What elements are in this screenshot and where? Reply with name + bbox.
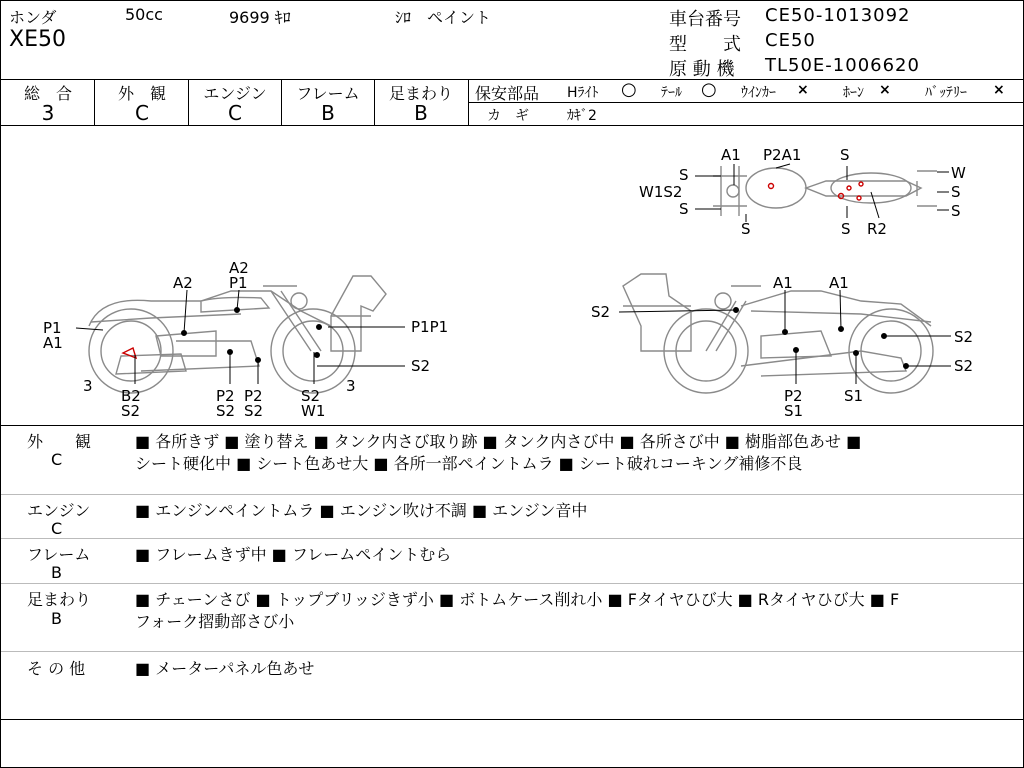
grade-overall-value: 3 [41, 101, 55, 125]
grade-exterior-value: C [135, 101, 149, 125]
mileage: 9699 ｷﾛ [229, 8, 291, 27]
diagram-label: A2 [229, 259, 249, 277]
remark-frame-grade: B [51, 563, 62, 582]
key-label: カ ギ [487, 108, 529, 124]
diagram-label: 3 [83, 377, 93, 395]
safety-winker-mark: × [797, 82, 809, 98]
remark-engine-label: エンジン [27, 501, 91, 520]
remark-exterior-line1: ■ 各所きず ■ 塗り替え ■ タンク内さび取り跡 ■ タンク内さび中 ■ 各所さび中 ■ 樹脂部色あせ ■ [135, 432, 862, 451]
diagram-label: S2 [244, 402, 264, 420]
diagram-label: P2A1 [763, 146, 802, 164]
diagram-label: 3 [346, 377, 356, 395]
safety-tail: ﾃｰﾙ [661, 85, 682, 101]
grade-suspension-label: 足まわり [388, 84, 453, 103]
diagram-label: S2 [591, 303, 611, 321]
color: ｼﾛ ペイント [395, 8, 492, 27]
grade-suspension-value: B [414, 101, 428, 125]
diagram-label: R2 [867, 220, 887, 238]
safety-tail-mark: ○ [701, 79, 717, 100]
grade-frame-label: フレーム [296, 84, 360, 103]
frame-no-label: 車台番号 [669, 9, 741, 30]
remark-engine-line1: ■ エンジンペイントムラ ■ エンジン吹け不調 ■ エンジン音中 [135, 501, 588, 520]
divider [1, 79, 1023, 80]
top-view-outline [713, 166, 937, 216]
frame-no: CE50-1013092 [765, 5, 911, 26]
diagram-label: B2 [121, 387, 141, 405]
maker: ホンダ [9, 8, 57, 27]
diagram-label: S2 [216, 402, 236, 420]
diagram-label: S2 [411, 357, 431, 375]
grade-frame-value: B [321, 101, 335, 125]
divider [469, 102, 1023, 103]
diagram-label: S [841, 220, 851, 238]
diagram-label: S [951, 202, 961, 220]
safety-headlight-mark: ○ [621, 79, 637, 100]
safety-winker: ｳｲﾝｶｰ [741, 85, 776, 101]
divider [1, 651, 1023, 652]
type-label: 型 式 [669, 34, 741, 55]
diagram-label: S2 [954, 328, 974, 346]
remark-other-line1: ■ メーターパネル色あせ [135, 659, 315, 678]
grade-engine-value: C [228, 101, 242, 125]
safety-headlight: Hﾗｲﾄ [567, 85, 599, 101]
diagram-label: S1 [784, 402, 804, 420]
diagram-label: S2 [301, 387, 321, 405]
divider [1, 494, 1023, 495]
diagram-label: P1 [229, 274, 248, 292]
diagram-label: S [679, 166, 689, 184]
remark-suspension-grade: B [51, 609, 62, 628]
divider [1, 583, 1023, 584]
displacement: 50cc [125, 5, 163, 24]
model-name: XE50 [9, 27, 66, 52]
remark-other-label: そ の 他 [27, 659, 86, 678]
diagram-label: S [679, 200, 689, 218]
diagram-label: S2 [121, 402, 141, 420]
diagram-label: P2 [784, 387, 803, 405]
left-bike-outline [89, 276, 386, 393]
remark-exterior-label: 外 観 [27, 432, 92, 451]
diagram-label: S1 [844, 387, 864, 405]
diagram-label: W [951, 164, 966, 182]
grade-overall-label: 総 合 [23, 84, 72, 103]
diagram-label: S [951, 183, 961, 201]
diagram-label: P2 [216, 387, 235, 405]
diagram-label: A2 [173, 274, 193, 292]
divider [1, 719, 1023, 720]
diagram-label: S [840, 146, 850, 164]
diagram-label: S2 [954, 357, 974, 375]
safety-horn-mark: × [879, 82, 891, 98]
safety-horn: ﾎｰﾝ [843, 85, 864, 101]
diagram-label: P2 [244, 387, 263, 405]
engine-label: 原 動 機 [669, 59, 735, 80]
diagram-label: A1 [829, 274, 849, 292]
engine-no: TL50E-1006620 [765, 55, 920, 76]
safety-battery: ﾊﾞｯﾃﾘｰ [925, 85, 967, 101]
safety-label: 保安部品 [475, 84, 540, 103]
remark-suspension-line1: ■ チェーンさび ■ トップブリッジきず小 ■ ボトムケース削れ小 ■ Fタイヤひび大 ■ Rタイヤひび大 ■ F [135, 590, 900, 609]
grade-engine-label: エンジン [203, 84, 267, 103]
remark-frame-label: フレーム [27, 545, 91, 564]
diagram-label: P1P1 [411, 318, 449, 336]
grade-exterior-label: 外 観 [117, 84, 166, 103]
diagram-label: W1 [301, 402, 326, 420]
diagram-label: S [741, 220, 751, 238]
diagram-label: W1S2 [639, 183, 683, 201]
remark-engine-grade: C [51, 519, 63, 538]
remark-frame-line1: ■ フレームきず中 ■ フレームペイントむら [135, 545, 452, 564]
diagram-label: A1 [721, 146, 741, 164]
remark-exterior-line2: シート硬化中 ■ シート色あせ大 ■ 各所一部ペイントムラ ■ シート破れコーキング補修不良 [135, 454, 803, 473]
remark-suspension-line2: フォーク摺動部さび小 [135, 612, 295, 631]
diagram-label: A1 [43, 334, 63, 352]
diagram-label: P1 [43, 319, 62, 337]
divider [1, 425, 1023, 426]
remark-suspension-label: 足まわり [27, 590, 92, 609]
key-value: ｶｷﾞ2 [567, 108, 597, 124]
divider [1, 538, 1023, 539]
damage-diagram [1, 126, 1023, 426]
diagram-label: A1 [773, 274, 793, 292]
type-value: CE50 [765, 30, 816, 51]
safety-battery-mark: × [993, 82, 1005, 98]
remark-exterior-grade: C [51, 450, 63, 469]
